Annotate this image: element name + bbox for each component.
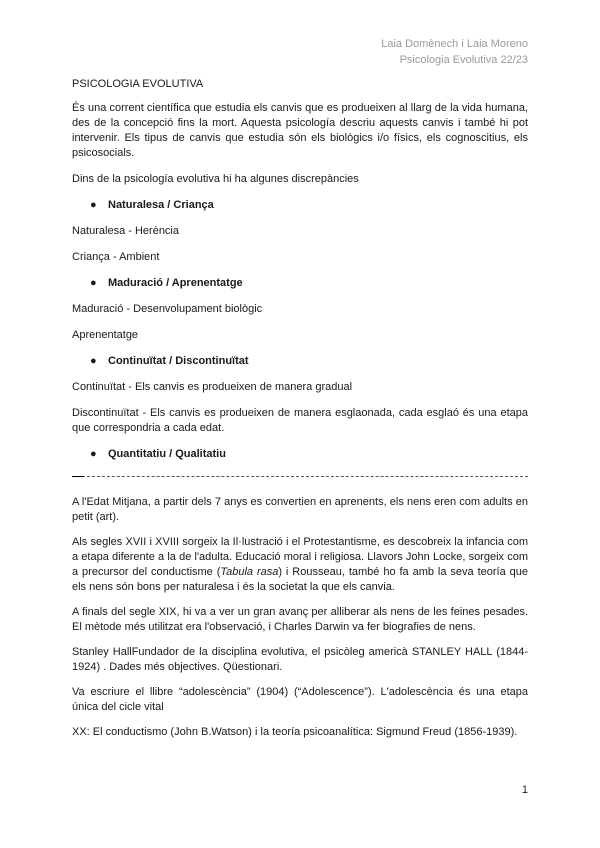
history-edat-mitjana: A l'Edat Mitjana, a partir dels 7 anys es convertien en aprenents, els nens eren com adults en petit (art). bbox=[72, 496, 528, 523]
section-divider bbox=[72, 476, 528, 477]
document-body bbox=[72, 77, 528, 740]
history-segle-xix: A finals del segle XIX, hi va a ver un gran avanç per alliberar als nens de les feines pesades. El mètode més utilitzat era l'observació, i Charles Darwin va fer biografies de nens. bbox=[72, 606, 528, 633]
discontinuitat-line: Discontinuïtat - Els canvis es produeixen de manera esglaonada, cada esglaó és una etapa que correspondria a cada edat. bbox=[72, 407, 528, 434]
tabula-rasa-term: Tabula rasa bbox=[220, 566, 279, 578]
bullet-heading: Maduració / Aprenentatge bbox=[108, 277, 243, 289]
document-title: PSICOLOGIA EVOLUTIVA bbox=[72, 78, 204, 90]
continuitat-line: Continuïtat - Els canvis es produeixen de manera gradual bbox=[72, 381, 353, 393]
naturalesa-line: Naturalesa - Herència bbox=[72, 225, 179, 237]
intro-paragraph: És una corrent científica que estudia els canvis que es produeixen al llarg de la vida humana, des de la concepció fins la mort. Aquesta psicología descriu aquests canvis i també hi pot intervenir. Els tipus de canvis que estudia són els biològics i/o físics, els cognoscitius, els psicosocials. bbox=[72, 102, 528, 159]
bullet-heading: Naturalesa / Criança bbox=[108, 199, 214, 211]
bullet-heading: Continuïtat / Discontinuïtat bbox=[108, 355, 249, 367]
aprenentatge-line: Aprenentatge bbox=[72, 329, 139, 341]
bullet-dot: ● bbox=[90, 277, 97, 289]
bullet-continuitat bbox=[90, 354, 528, 369]
history-segle-xx: XX: El conductismo (John B.Watson) i la teoría psicoanalítica: Sigmund Freud (1856-1939). bbox=[72, 726, 518, 738]
history-stanley-hall: Stanley HallFundador de la disciplina evolutiva, el psicòleg americà STANLEY HALL (1844-1924) . Dades més objectives. Qüestionari. bbox=[72, 646, 528, 673]
crianca-line: Criança - Ambient bbox=[72, 251, 160, 263]
discrepancies-intro: Dins de la psicología evolutiva hi ha algunes discrepàncies bbox=[72, 173, 359, 185]
bullet-dot: ● bbox=[90, 199, 97, 211]
bullet-naturalesa bbox=[90, 198, 528, 213]
bullet-quantitatiu bbox=[90, 447, 528, 462]
bullet-heading: Quantitatiu / Qualitatiu bbox=[108, 448, 226, 460]
page-number: 1 bbox=[521, 784, 528, 796]
header-authors: Laia Domènech i Laia Moreno bbox=[381, 38, 528, 50]
history-adolescencia: Va escriure el llibre “adolescència” (1904) (“Adolescence”). L'adolescència és una etapa única del cicle vital bbox=[72, 686, 528, 713]
history-segles-xvii-xviii: Als segles XVII i XVIII sorgeix la Il·lustració i el Protestantisme, es descobreix la infancia com a etapa diferente a la de l'adulta. Educació moral i religiosa. Llavors John Locke, sorgeix com a precursor del conductisme (Tabula rasa) i Rousseau, també ho fa amb la seva teoría que els nens són bons per naturalesa i és la societat la que els canvia. bbox=[72, 536, 528, 593]
maduracio-line: Maduració - Desenvolupament biològic bbox=[72, 303, 263, 315]
bullet-dot: ● bbox=[90, 448, 97, 460]
header-course: Psicologia Evolutiva 22/23 bbox=[399, 54, 528, 66]
bullet-dot: ● bbox=[90, 355, 97, 367]
bullet-maduracio bbox=[90, 276, 528, 291]
page-header bbox=[381, 36, 528, 68]
